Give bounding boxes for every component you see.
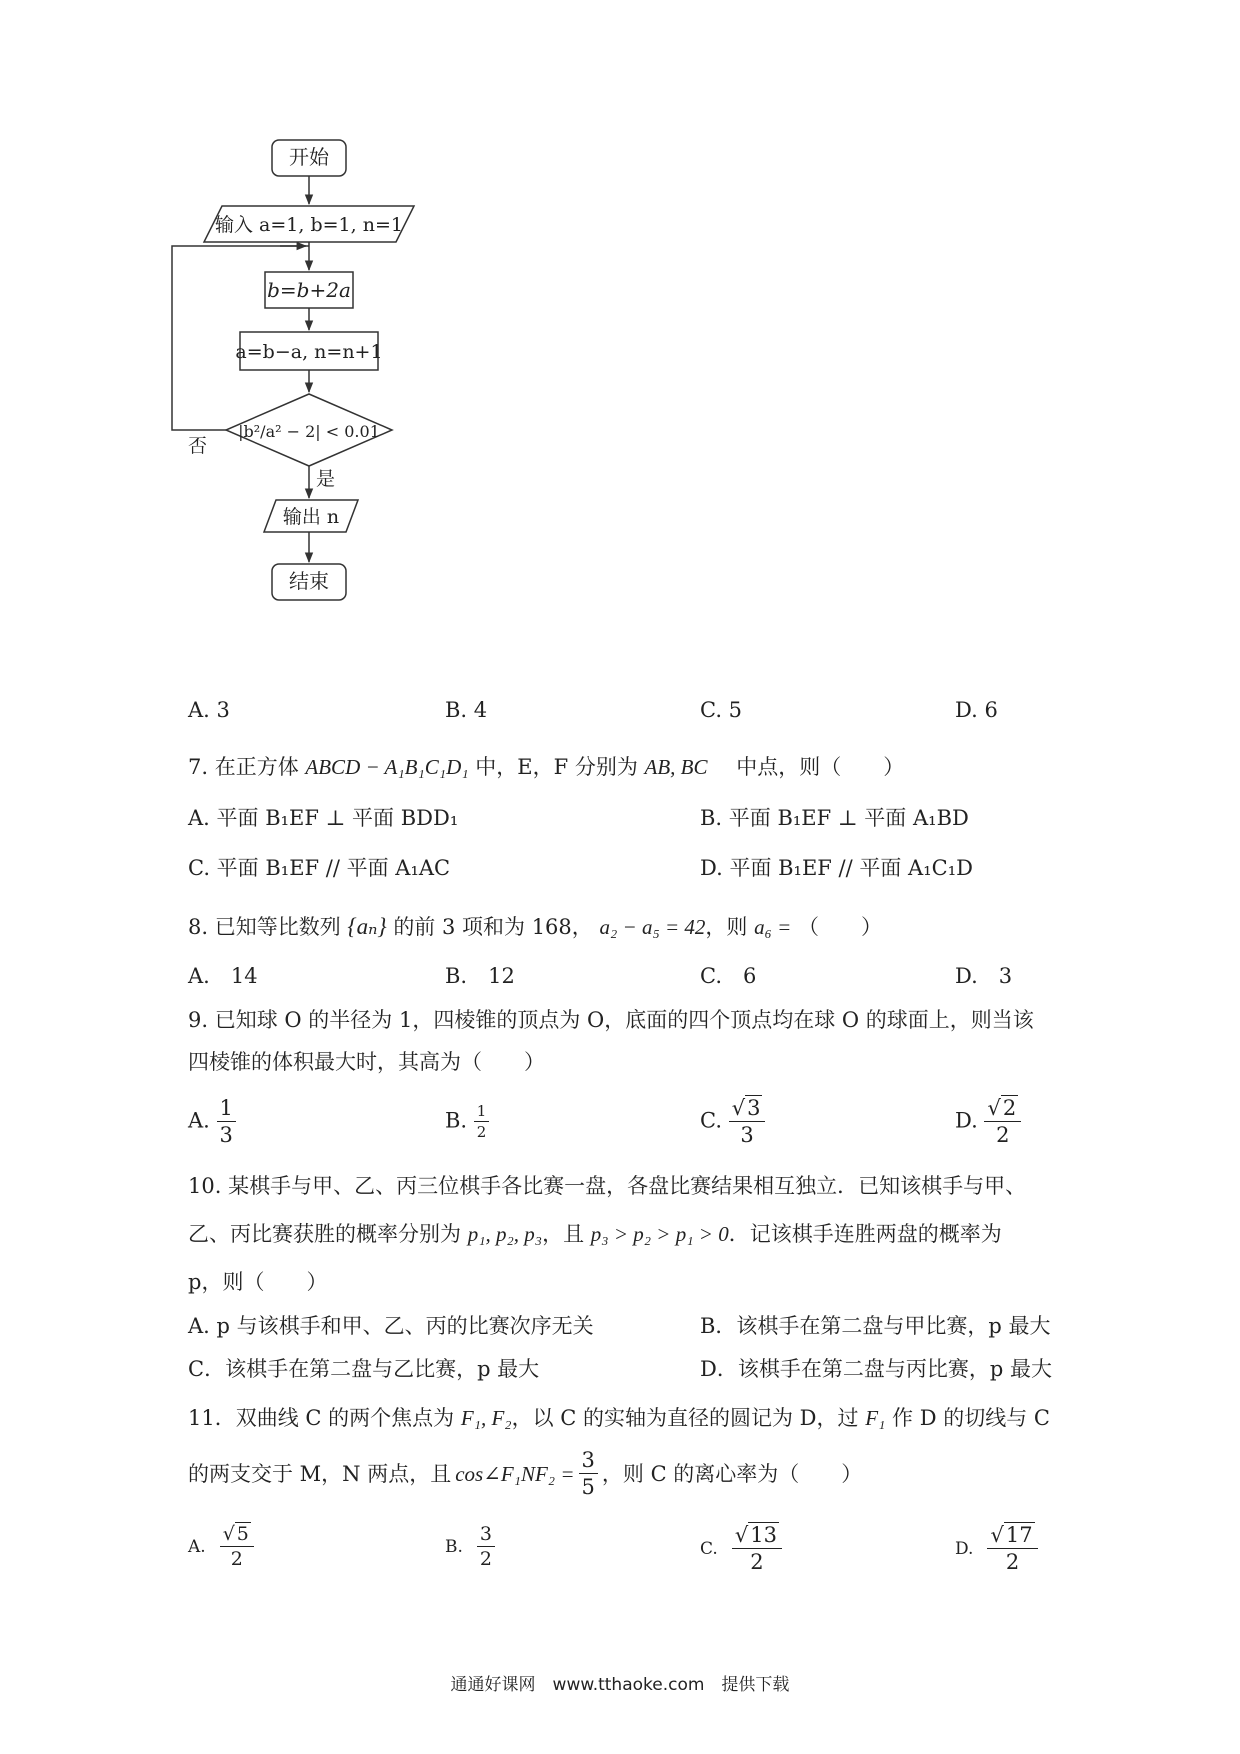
q9-option-a-fraction [217, 1098, 236, 1146]
q9-option-a-label: A. [188, 1108, 210, 1133]
flow-yes-label: 是 [316, 468, 336, 490]
flow-condition-text: |b²/a² − 2| < 0.01 [238, 422, 380, 441]
sqrt-icon: √ [987, 1096, 1001, 1120]
q10-option-a: A. p 与该棋手和甲、乙、丙的比赛次序无关 [188, 1314, 594, 1338]
q10-option-b: B．该棋手在第二盘与甲比赛，p 最大 [700, 1314, 1051, 1338]
q8-target: a₆ = [754, 915, 792, 939]
q8-stem-end: （ ） [798, 915, 883, 939]
q11-line2-prefix: 的两支交于 M，N 两点，且 [188, 1461, 452, 1486]
q11-cos-den: 5 [581, 1475, 595, 1499]
q11-b-num: 3 [477, 1525, 495, 1547]
q11-d-fraction [987, 1525, 1037, 1573]
q9-line2: 四棱锥的体积最大时，其高为（ ） [188, 1050, 545, 1074]
q9-option-a [188, 1098, 236, 1146]
q7-option-c: C. 平面 B₁EF // 平面 A₁AC [188, 856, 451, 880]
q10-line1: 10. 某棋手与甲、乙、丙三位棋手各比赛一盘，各盘比赛结果相互独立．已知该棋手与甲、 [188, 1174, 1027, 1198]
q11-option-d [955, 1525, 1038, 1573]
q10-option-d: D．该棋手在第二盘与丙比赛，p 最大 [700, 1357, 1052, 1381]
q11-option-c [700, 1525, 782, 1573]
q11-c-fraction [732, 1525, 782, 1573]
q8-sequence: {aₙ} [347, 914, 387, 939]
q6-option-b: B. 4 [445, 698, 488, 722]
q10-line2-mid: ，且 [542, 1222, 585, 1246]
sqrt-icon: √ [990, 1523, 1004, 1547]
q11-line1-mid: ，以 C 的实轴为直径的圆记为 D，过 [511, 1406, 859, 1430]
q8-option-a: A. 14 [188, 964, 258, 988]
q11-b-fraction [477, 1525, 495, 1569]
q9-c-radicand: 3 [747, 1096, 761, 1120]
q7-option-a: A. 平面 B₁EF ⊥ 平面 BDD₁ [188, 806, 459, 830]
q11-d-radicand: 17 [1005, 1523, 1033, 1547]
q11-d-num [987, 1525, 1037, 1549]
q9-c-num [729, 1098, 766, 1122]
q7-option-b: B. 平面 B₁EF ⊥ 平面 A₁BD [700, 806, 969, 830]
q11-c-radicand: 13 [750, 1523, 777, 1547]
q9-line1: 9. 已知球 O 的半径为 1，四棱锥的顶点为 O，底面的四个顶点均在球 O 的球面上，则当该 [188, 1008, 1034, 1032]
q9-option-c-label: C. [700, 1108, 722, 1133]
q8-option-c: C. 6 [700, 964, 757, 988]
flow-step2-text: a=b−a, n=n+1 [235, 341, 383, 363]
q10-line3: p，则（ ） [188, 1270, 328, 1294]
q11-option-b-label: B. [445, 1536, 463, 1557]
q9-option-d [955, 1098, 1021, 1146]
q11-option-a [188, 1525, 254, 1569]
q9-b-num: 1 [474, 1104, 490, 1122]
q8-condition: a₂ − a₅ = 42 [599, 915, 706, 939]
q7-edges: AB, BC [644, 755, 708, 779]
q11-a-fraction [220, 1525, 254, 1569]
q11-a-den: 2 [230, 1548, 243, 1570]
q9-a-num: 1 [217, 1098, 236, 1122]
q9-option-c [700, 1098, 765, 1146]
sqrt-icon: √ [222, 1523, 235, 1545]
q11-d-den: 2 [1005, 1550, 1020, 1574]
q6-option-d: D. 6 [955, 698, 998, 722]
q11-a-radicand: 5 [236, 1523, 249, 1545]
q9-c-den: 3 [740, 1123, 754, 1147]
q9-option-d-fraction [984, 1098, 1021, 1146]
q11-c-den: 2 [750, 1550, 764, 1574]
q11-line1-suffix: 作 D 的切线与 C [892, 1406, 1050, 1430]
q11-line1 [188, 1408, 1050, 1429]
q6-option-a: A. 3 [188, 698, 230, 722]
q10-line2-suffix: ．记该棋手连胜两盘的概率为 [728, 1222, 1002, 1246]
q10-order: p₃ > p₂ > p₁ > 0 [590, 1222, 729, 1246]
q11-line2 [188, 1450, 862, 1498]
flow-input-text: 输入 a=1, b=1, n=1 [215, 214, 403, 236]
q11-option-d-label: D. [955, 1538, 974, 1559]
q9-a-den: 3 [219, 1123, 233, 1147]
q7-option-d: D. 平面 B₁EF // 平面 A₁C₁D [700, 856, 973, 880]
q7-stem-prefix: 7. 在正方体 [188, 755, 299, 779]
q10-line2 [188, 1224, 1002, 1245]
page-footer: 通通好课网 www.tthaoke.com 提供下载 [450, 1675, 790, 1695]
q7-stem [188, 757, 904, 778]
q11-a-num [220, 1525, 254, 1547]
q10-line2-prefix: 乙、丙比赛获胜的概率分别为 [188, 1222, 461, 1246]
q9-option-d-label: D. [955, 1108, 978, 1133]
q8-stem-prefix: 8. 已知等比数列 [188, 915, 341, 939]
q11-cos-fraction [579, 1450, 598, 1498]
q11-line1-prefix: 11．双曲线 C 的两个焦点为 [188, 1406, 455, 1430]
q11-foci: F₁, F₂ [460, 1406, 512, 1430]
sqrt-icon: √ [731, 1096, 746, 1120]
flow-output-text: 输出 n [282, 506, 340, 528]
q11-option-c-label: C. [700, 1538, 718, 1559]
q8-stem-mid: 的前 3 项和为 168， [393, 915, 593, 939]
q9-option-c-fraction [729, 1098, 766, 1146]
sqrt-icon: √ [734, 1523, 749, 1547]
q6-option-c: C. 5 [700, 698, 743, 722]
q11-option-b [445, 1525, 495, 1569]
q11-line2-suffix: ，则 C 的离心率为（ ） [601, 1461, 863, 1486]
q9-d-den: 2 [996, 1123, 1010, 1147]
flow-no-label: 否 [188, 435, 208, 457]
q11-cos-expr: cos∠F₁NF₂ = [455, 1461, 575, 1486]
q11-option-a-label: A. [188, 1536, 206, 1557]
q11-cos-num: 3 [579, 1450, 598, 1474]
q8-option-d: D. 3 [955, 964, 1013, 988]
q9-option-b-fraction [474, 1104, 490, 1140]
flow-end-text: 结束 [289, 569, 329, 593]
q9-option-b [445, 1104, 489, 1140]
q7-stem-suffix: 中点，则（ ） [736, 755, 905, 779]
flow-start-text: 开始 [289, 145, 329, 169]
q11-f1: F₁ [865, 1406, 886, 1430]
flow-step1-text: b=b+2a [267, 278, 351, 302]
q8-option-b: B. 12 [445, 964, 515, 988]
q11-b-den: 2 [479, 1548, 492, 1570]
q9-b-den: 2 [476, 1123, 487, 1141]
q10-probs: p₁, p₂, p₃ [467, 1222, 543, 1246]
q8-stem [188, 915, 882, 938]
q7-stem-mid: 中，E，F 分别为 [475, 755, 638, 779]
q10-option-c: C．该棋手在第二盘与乙比赛，p 最大 [188, 1357, 540, 1381]
q11-c-num [732, 1525, 782, 1549]
q9-option-b-label: B. [445, 1108, 468, 1133]
q9-d-num [984, 1098, 1021, 1122]
q7-cube: ABCD − A₁B₁C₁D₁ [305, 755, 469, 779]
q8-stem-suffix: ，则 [705, 915, 748, 939]
q9-d-radicand: 2 [1002, 1096, 1017, 1120]
flowchart [160, 130, 480, 690]
